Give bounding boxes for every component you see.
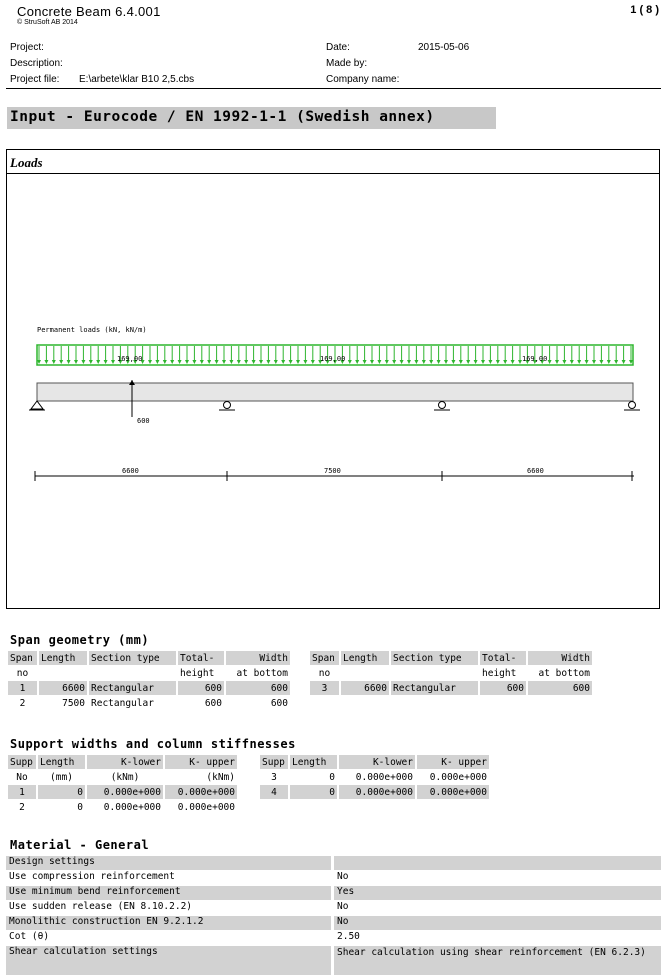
load-arrowhead xyxy=(488,360,492,364)
load-arrowhead xyxy=(244,360,248,364)
load-arrowhead xyxy=(259,360,263,364)
table-cell: 0 xyxy=(77,801,83,813)
table-cell: 600 xyxy=(226,681,290,695)
table-cell: 0.000e+000 xyxy=(177,801,235,813)
load-arrowhead xyxy=(178,360,182,364)
col-header: (kNm) xyxy=(206,771,235,783)
col-header: no xyxy=(16,667,29,679)
col-header: Section type xyxy=(391,651,478,665)
setting-value: Shear calculation using shear reinforcement (EN 6.2.3) xyxy=(334,946,661,975)
load-arrowhead xyxy=(548,360,552,364)
support-roller-2 xyxy=(434,402,450,411)
load-arrowhead xyxy=(459,360,463,364)
table-cell: 0.000e+000 xyxy=(87,785,163,799)
load-arrowhead xyxy=(555,360,559,364)
support-roller-1 xyxy=(219,402,235,411)
col-header xyxy=(391,666,478,680)
load-arrowhead xyxy=(355,360,359,364)
copyright-text: © StruSoft AB 2014 xyxy=(17,19,78,26)
col-header: height xyxy=(180,667,215,679)
load-arrowhead xyxy=(614,360,618,364)
table-cell: 3 xyxy=(271,771,277,783)
load-arrowhead xyxy=(451,360,455,364)
table-cell: 1 xyxy=(8,681,37,695)
setting-label: Shear calculation settings xyxy=(6,946,331,975)
table-cell: 600 xyxy=(178,681,224,695)
project-file-label: Project file: xyxy=(10,74,60,85)
load-arrowhead xyxy=(289,360,293,364)
col-header: at bottom xyxy=(538,667,590,679)
supports-title: Support widths and column stiffnesses xyxy=(10,737,296,751)
col-header: K- upper xyxy=(165,755,237,769)
load-arrowhead xyxy=(96,360,100,364)
table-row xyxy=(260,770,489,784)
table-cell: 4 xyxy=(260,785,288,799)
table-cell: 1 xyxy=(8,785,36,799)
load-arrowhead xyxy=(474,360,478,364)
load-arrowhead xyxy=(407,360,411,364)
load-arrowhead xyxy=(607,360,611,364)
table-row xyxy=(6,886,661,901)
load-value-3: 169,00 xyxy=(522,355,548,363)
table-cell: 0.000e+000 xyxy=(103,801,161,813)
table-cell: 0.000e+000 xyxy=(429,771,487,783)
load-arrowhead xyxy=(392,360,396,364)
table-header-row xyxy=(310,666,592,680)
input-title: Input - Eurocode / EN 1992-1-1 (Swedish annex) xyxy=(10,109,435,125)
table-header-row xyxy=(8,770,237,784)
page-number: 1 ( 8 ) xyxy=(630,4,659,16)
table-row xyxy=(6,946,661,976)
col-header: at bottom xyxy=(236,667,288,679)
load-arrowhead xyxy=(422,360,426,364)
load-caption: Permanent loads (kN, kN/m) xyxy=(37,326,147,334)
load-arrowhead xyxy=(237,360,241,364)
table-row xyxy=(6,916,661,931)
beam-diagram xyxy=(7,174,659,608)
table-cell: 0 xyxy=(290,785,337,799)
table-cell: Rectangular xyxy=(89,681,176,695)
col-header: Supp xyxy=(8,755,36,769)
load-arrowhead xyxy=(81,360,85,364)
load-arrowhead xyxy=(274,360,278,364)
span-dim-3: 6600 xyxy=(527,467,544,475)
load-arrowhead xyxy=(599,360,603,364)
load-arrowhead xyxy=(229,360,233,364)
table-header-row xyxy=(8,755,237,769)
load-arrowhead xyxy=(163,360,167,364)
input-title-box xyxy=(7,107,496,129)
col-header: Section type xyxy=(89,651,176,665)
col-header xyxy=(341,666,389,680)
load-arrowhead xyxy=(148,360,152,364)
made-by-label: Made by: xyxy=(326,58,368,69)
col-header: Span xyxy=(8,651,37,665)
load-arrowhead xyxy=(385,360,389,364)
table-cell: Rectangular xyxy=(91,697,154,709)
load-arrowhead xyxy=(215,360,219,364)
table-row xyxy=(260,785,489,799)
col-header: Length xyxy=(39,651,87,665)
table-cell: 0.000e+000 xyxy=(417,785,489,799)
table-cell: 7500 xyxy=(62,697,85,709)
load-arrowhead xyxy=(577,360,581,364)
table-cell: Rectangular xyxy=(391,681,478,695)
col-header: (kNm) xyxy=(110,771,140,783)
load-arrowhead xyxy=(281,360,285,364)
header-divider xyxy=(6,88,661,89)
table-row xyxy=(8,800,237,814)
span-dim-2: 7500 xyxy=(324,467,341,475)
load-arrowhead xyxy=(622,360,626,364)
load-arrowhead xyxy=(511,360,515,364)
col-header: Width xyxy=(528,651,592,665)
table-header-row xyxy=(8,651,290,665)
beam xyxy=(37,383,633,401)
col-header: Length xyxy=(38,755,85,769)
table-row xyxy=(6,901,661,916)
load-arrowhead xyxy=(59,360,63,364)
material-table xyxy=(6,856,661,976)
load-arrowhead xyxy=(429,360,433,364)
loads-panel xyxy=(6,149,660,609)
load-arrowhead xyxy=(466,360,470,364)
load-arrowhead xyxy=(111,360,115,364)
col-header: Total- xyxy=(480,651,526,665)
setting-label: Cot (θ) xyxy=(9,931,50,942)
table-cell: 2 xyxy=(19,801,25,813)
col-header: Length xyxy=(290,755,337,769)
supports-table-left xyxy=(6,754,239,815)
col-header: Width xyxy=(226,651,290,665)
setting-value: Yes xyxy=(334,886,661,900)
project-file-value: E:\arbete\klar B10 2,5.cbs xyxy=(79,74,195,85)
material-title: Material - General xyxy=(10,838,150,852)
project-label: Project: xyxy=(10,42,44,53)
load-arrowhead xyxy=(592,360,596,364)
load-arrowhead xyxy=(363,360,367,364)
col-header: no xyxy=(318,667,331,679)
load-arrowhead xyxy=(303,360,307,364)
load-arrowhead xyxy=(585,360,589,364)
loads-title: Loads xyxy=(10,155,43,170)
table-cell: 3 xyxy=(310,681,339,695)
load-arrowhead xyxy=(170,360,174,364)
table-row xyxy=(6,871,661,886)
setting-label: Use minimum bend reinforcement xyxy=(6,886,331,900)
load-arrowhead xyxy=(481,360,485,364)
load-arrowhead xyxy=(296,360,300,364)
col-header: Total- xyxy=(178,651,224,665)
table-cell: 600 xyxy=(528,681,592,695)
col-header: K-lower xyxy=(339,755,415,769)
table-cell: 600 xyxy=(480,681,526,695)
table-cell: 0.000e+000 xyxy=(339,785,415,799)
supports-table-right xyxy=(258,754,491,800)
load-arrowhead xyxy=(89,360,93,364)
load-arrowhead xyxy=(192,360,196,364)
load-arrowhead xyxy=(185,360,189,364)
load-value-2: 169,00 xyxy=(320,355,346,363)
load-arrowhead xyxy=(570,360,574,364)
table-row xyxy=(6,931,661,946)
load-arrowhead xyxy=(104,360,108,364)
load-arrowhead xyxy=(370,360,374,364)
load-arrowhead xyxy=(562,360,566,364)
setting-value: No xyxy=(337,871,349,882)
table-row xyxy=(6,856,661,871)
table-header-row xyxy=(310,651,592,665)
table-cell: 0.000e+000 xyxy=(165,785,237,799)
table-cell: 0.000e+000 xyxy=(355,771,413,783)
load-arrowhead xyxy=(377,360,381,364)
table-cell: 0 xyxy=(38,785,85,799)
setting-label: Use compression reinforcement xyxy=(9,871,175,882)
col-header: height xyxy=(482,667,517,679)
table-row xyxy=(8,696,290,710)
setting-label: Monolithic construction EN 9.2.1.2 xyxy=(6,916,331,930)
setting-value: No xyxy=(334,916,661,930)
load-arrowhead xyxy=(348,360,352,364)
table-cell: 6600 xyxy=(39,681,87,695)
date-label: Date: xyxy=(326,42,350,53)
loads-header xyxy=(7,150,659,174)
load-arrowhead xyxy=(496,360,500,364)
table-cell: 6600 xyxy=(341,681,389,695)
col-header: Span xyxy=(310,651,339,665)
load-arrowhead xyxy=(252,360,256,364)
load-arrowhead xyxy=(400,360,404,364)
load-arrowhead xyxy=(222,360,226,364)
span-geometry-table-left xyxy=(6,650,292,711)
table-row xyxy=(8,785,237,799)
load-arrowhead xyxy=(52,360,56,364)
load-arrowhead xyxy=(503,360,507,364)
setting-label: Use sudden release (EN 8.10.2.2) xyxy=(9,901,193,912)
col-header: No xyxy=(16,771,28,783)
company-label: Company name: xyxy=(326,74,400,85)
table-row xyxy=(310,681,592,695)
col-header: Supp xyxy=(260,755,288,769)
span-dim-1: 6600 xyxy=(122,467,139,475)
span-geometry-title: Span geometry (mm) xyxy=(10,633,150,647)
col-header xyxy=(39,666,87,680)
col-header: (mm) xyxy=(50,771,73,783)
table-cell: 600 xyxy=(204,697,222,709)
load-arrowhead xyxy=(155,360,159,364)
point-marker-label: 600 xyxy=(137,417,150,425)
table-row xyxy=(8,681,290,695)
table-header-row xyxy=(260,755,489,769)
setting-value xyxy=(334,856,661,870)
col-header: K-lower xyxy=(87,755,163,769)
setting-label: Design settings xyxy=(6,856,331,870)
load-arrowhead xyxy=(444,360,448,364)
col-header: K- upper xyxy=(417,755,489,769)
description-label: Description: xyxy=(10,58,63,69)
app-title: Concrete Beam 6.4.001 xyxy=(17,4,161,19)
load-arrowhead xyxy=(74,360,78,364)
load-arrowhead xyxy=(414,360,418,364)
col-header xyxy=(89,666,176,680)
load-arrowhead xyxy=(311,360,315,364)
load-arrowhead xyxy=(67,360,71,364)
load-arrowhead xyxy=(266,360,270,364)
support-pinned xyxy=(29,401,45,410)
load-arrowhead xyxy=(44,360,48,364)
table-cell: 600 xyxy=(270,697,288,709)
support-roller-3 xyxy=(624,402,640,411)
setting-value: No xyxy=(337,901,349,912)
date-value: 2015-05-06 xyxy=(418,42,470,53)
span-geometry-table-right xyxy=(308,650,594,696)
load-arrowhead xyxy=(200,360,204,364)
load-arrowhead xyxy=(437,360,441,364)
table-cell: 2 xyxy=(19,697,26,709)
col-header: Length xyxy=(341,651,389,665)
load-value-1: 169,00 xyxy=(117,355,143,363)
setting-value: 2.50 xyxy=(337,931,360,942)
table-header-row xyxy=(8,666,290,680)
load-arrowhead xyxy=(207,360,211,364)
table-cell: 0 xyxy=(329,771,335,783)
